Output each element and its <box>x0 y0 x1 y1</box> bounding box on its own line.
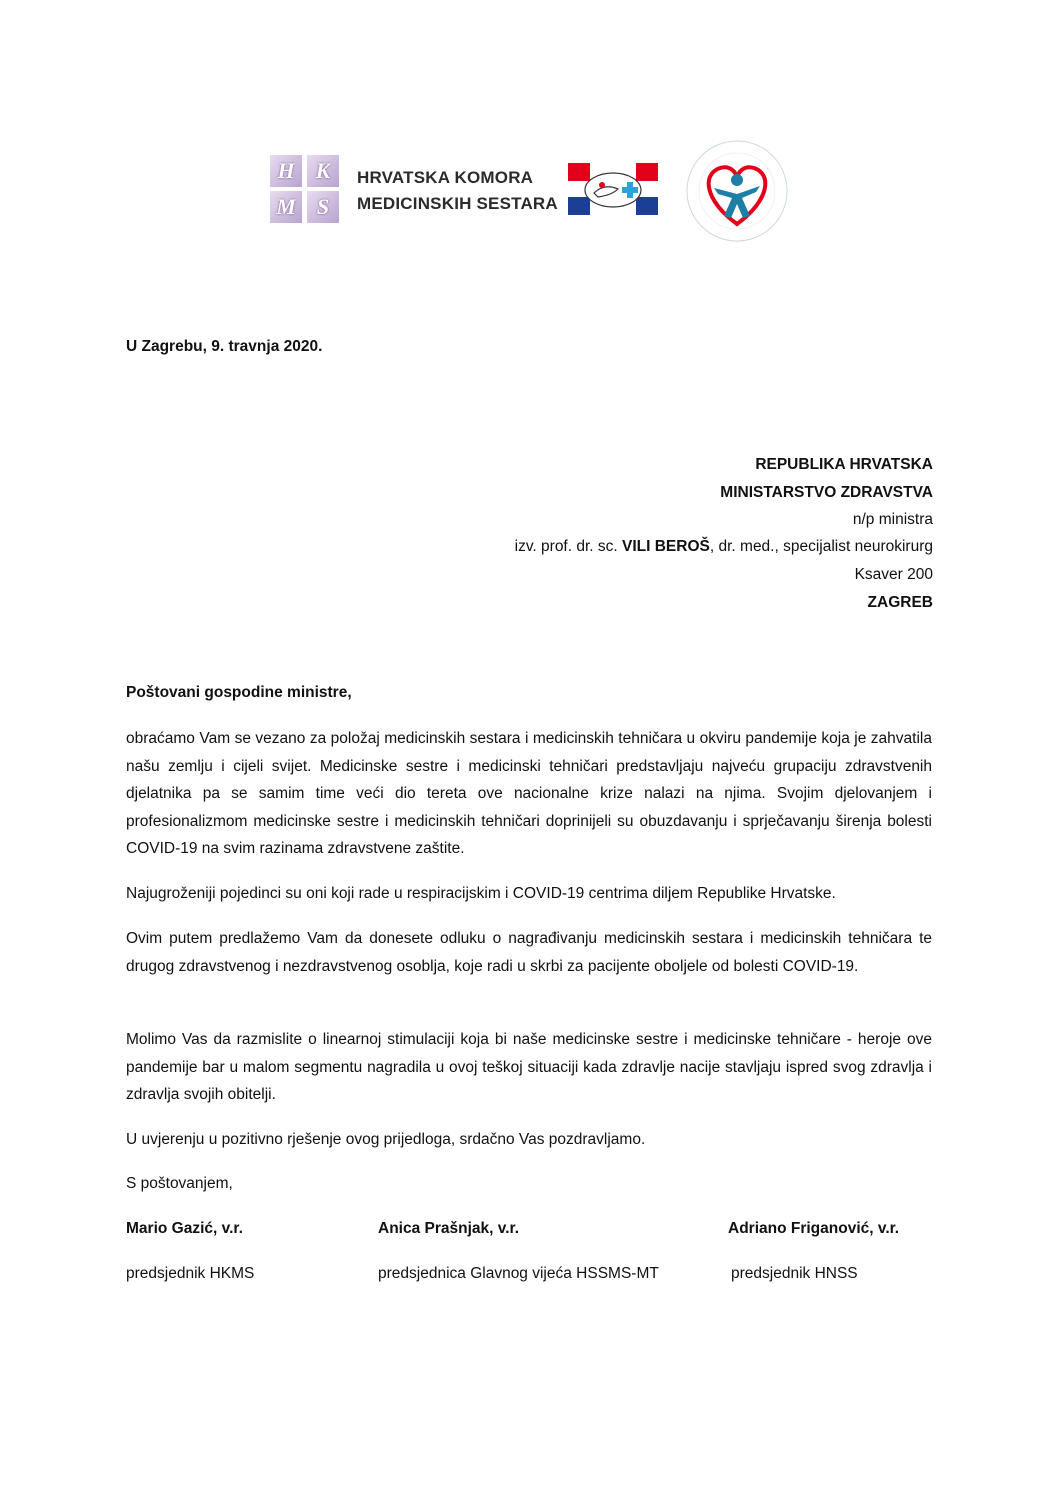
body-paragraph: Molimo Vas da razmislite o linearnoj stimulaciji koja bi naše medicinske sestre i medicinske tehničare - heroje ove pandemije bar u malom segmentu nagradila u ovoj teškoj situaciji kada zdravlje nacije stavljaju ispred svog zdravlja i zdravlja svojih obitelji. <box>126 1031 932 1103</box>
recipient-minister-suffix: , dr. med., specijalist neurokirurg <box>709 538 933 555</box>
hnss-logo-icon <box>684 138 790 244</box>
closing: S poštovanjem, <box>126 1175 233 1192</box>
body-paragraph: Najugroženiji pojedinci su oni koji rade u respiracijskim i COVID-19 centrima diljem Republike Hrvatske. <box>126 885 836 902</box>
recipient-minister-prefix: izv. prof. dr. sc. <box>514 538 623 555</box>
body-paragraph: Ovim putem predlažemo Vam da donesete odluku o nagrađivanju medicinskih sestara i medicinskih tehničara te drugog zdravstvenog i nezdravstvenog osoblja, koje radi u skrbi za pacijente oboljele od bolesti COVID-19. <box>126 930 932 975</box>
hkms-logo-letter: H <box>270 155 302 187</box>
hkms-logo-letter: S <box>307 191 339 223</box>
signatory-name: Anica Prašnjak, v.r. <box>378 1220 520 1237</box>
signatory-title: predsjednik HKMS <box>126 1265 255 1282</box>
recipient-attention: n/p ministra <box>852 511 933 528</box>
hkms-name-line1: HRVATSKA KOMORA <box>357 168 534 187</box>
signatory-title: predsjednik HNSS <box>731 1265 858 1282</box>
hkms-logo-letter: K <box>307 155 339 187</box>
salutation: Poštovani gospodine ministre, <box>126 684 352 701</box>
hnss-logo-ring-text <box>690 246 691 247</box>
recipient-ministry: MINISTARSTVO ZDRAVSTVA <box>720 484 933 501</box>
signatory-title: predsjednica Glavnog vijeća HSSMS-MT <box>378 1265 659 1282</box>
signatory-name: Adriano Friganović, v.r. <box>728 1220 900 1237</box>
body-paragraph: obraćamo Vam se vezano za položaj medicinskih sestara i medicinskih tehničara u okviru pandemije koja je zahvatila našu zemlju i cijeli svijet. Medicinske sestre i medicinski tehničari predstavljaju najveću grupaciju zdravstvenih djelatnika pa se samim time veći dio tereta ove nacionalne krize nalazi na njima. Svojim djelovanjem i profesionalizmom medicinske sestre i medicinskih tehničari doprinijeli su obuzdavanju i sprječavanju širenja bolesti COVID-19 na svim razinama zdravstvene zaštite. <box>126 730 932 857</box>
hkms-logo-letter: M <box>270 191 302 223</box>
date-line: U Zagrebu, 9. travnja 2020. <box>126 338 323 355</box>
hkms-name <box>357 165 558 217</box>
recipient-minister-name: VILI BEROŠ <box>622 538 710 555</box>
recipient-city: ZAGREB <box>867 594 933 611</box>
hssms-flag-logo-icon <box>568 163 658 215</box>
signatory-name: Mario Gazić, v.r. <box>126 1220 243 1237</box>
recipient-country: REPUBLIKA HRVATSKA <box>755 456 933 473</box>
recipient-street: Ksaver 200 <box>854 566 933 583</box>
recipient-minister <box>515 538 933 556</box>
hkms-name-line2: MEDICINSKIH SESTARA <box>357 194 558 213</box>
hkms-logo <box>270 155 340 223</box>
body-paragraph: U uvjerenju u pozitivno rješenje ovog prijedloga, srdačno Vas pozdravljamo. <box>126 1131 646 1148</box>
